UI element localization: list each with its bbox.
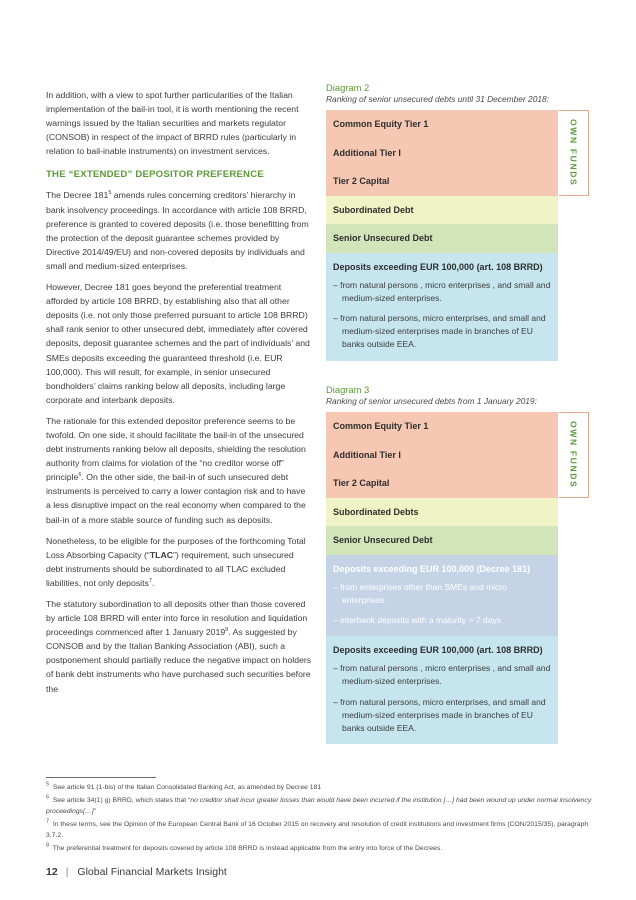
rank-additional-tier-1: Additional Tier I <box>326 139 558 168</box>
text-span: The Decree 181 <box>46 190 109 201</box>
rank-deposits-art-108 <box>326 636 558 744</box>
rank-subordinated-debts: Subordinated Debts <box>326 498 558 527</box>
paragraph-however: However, Decree 181 goes beyond the preferential treatment afforded by article 108 BRRD, by establishing also that all other deposits (i.e. not only those preferred pursuant to article 108 BRRD) shall rank senior to other unsecured debt, immediately after covered deposits, deposit guarantee schemes and the part of individuals’ and SMEs deposits exceeding the guaranteed threshold (i.e. EUR 100,000). This will result, for example, in senior unsecured bondholders’ claims ranking below all deposits, including large corporate and interbank deposits. <box>46 282 310 405</box>
footnote-8 <box>46 844 592 854</box>
tlac-term: TLAC <box>149 549 173 560</box>
paragraph-rationale <box>46 414 312 527</box>
text-span: . On the other side, the bail-in of such unsecured debt instruments is perceived to carry a lower contagion risk and to have a less disruptive impact on the real economy when compared to the bail-in of a more stable source of funding such as deposits. <box>46 472 306 525</box>
rank-common-equity-tier-1: Common Equity Tier 1 <box>326 110 558 139</box>
rank-senior-unsecured-debt: Senior Unsecured Debt <box>326 526 558 555</box>
footnote-number: 6 <box>46 795 50 802</box>
text-span: ”) requirement, such unsecured debt instruments should be subordinated to all TLAC excluded liabilities, not only deposits <box>46 549 294 588</box>
deposits-block-title: Deposits exceeding EUR 100,000 (art. 108 BRRD) <box>333 261 543 272</box>
footnote-text: The preferential treatment for deposits covered by article 108 BRRD is instead applicable from the entry into force of the Decrees. <box>52 845 443 853</box>
footnote-quote: no creditor shall incur greater losses than would have been incurred if the institution […] had been wound up under normal insolvency proceedings[…] <box>46 797 592 815</box>
text-span: amends rules concerning creditors’ hierarchy in bank insolvency proceedings. In accordance with article 108 BRRD, preference is granted to covered deposits (i.e. those benefitting from the protection of the deposit guarantee schemes provided by Directive 2014/49/EU) and non-covered deposits by individuals and small and medium-sized enterprises. <box>46 190 309 271</box>
own-funds-bracket <box>559 110 589 196</box>
footnote-text: See article 91 (1-bis) of the Italian Consolidated Banking Act, as amended by Decree 181 <box>52 784 322 791</box>
footnote-divider <box>46 777 156 778</box>
rank-tier-2-capital: Tier 2 Capital <box>326 469 558 498</box>
diagram-2-ranking <box>326 110 579 361</box>
deposits-block-title: Deposits exceeding EUR 100,000 (art. 108 BRRD) <box>333 645 543 656</box>
text-span: . As suggested by CONSOB and by the Italian Banking Association (ABI), such a postponement should partially reduce the negative impact on holders of bank debt instruments who have purchased such securities before the <box>46 627 312 694</box>
footnote-6 <box>46 796 592 817</box>
deposits-item: – from natural persons , micro enterprises , and small and medium-sized enterprises. <box>333 279 551 303</box>
footnote-text: In these terms, see the Opinion of the European Central Bank of 16 October 2015 on recovery and resolution of credit institutions and investment firms (CON/2015/35), paragraph 3.7.2. <box>46 821 589 839</box>
deposits-decree-item: – interbank deposits with a maturity > 7 days <box>333 614 501 625</box>
footnote-text: See article 34(1) g) BRRD, which states that “ <box>52 797 191 805</box>
footnote-number: 7 <box>46 818 50 825</box>
diagram-3-caption: Ranking of senior unsecured debts from 1 January 2019: <box>326 396 537 406</box>
footnote-5 <box>46 783 592 793</box>
paragraph-subordination <box>46 597 312 696</box>
paragraph-intro: In addition, with a view to spot further particularities of the Italian implementation of the bail-in tool, it is worth mentioning the recent warnings issued by the Italian securities and markets regulator (CONSOB) in respect of the impact of BRRD rules (particularly in relation to bail-inable instruments) on investment services. <box>46 90 299 157</box>
rank-additional-tier-1: Additional Tier I <box>326 441 558 470</box>
body-text-column <box>46 88 312 703</box>
footnote-text: ” <box>93 807 96 815</box>
text-span: . <box>151 577 155 588</box>
diagram-3-ranking <box>326 412 579 744</box>
text-span: Nonetheless, to be eligible for the purposes of the forthcoming Total Loss Absorbing Capacity (“ <box>46 535 306 560</box>
rank-deposits-decree-181 <box>326 555 558 637</box>
footnote-7 <box>46 820 592 841</box>
paragraph-decree-181 <box>46 188 312 273</box>
deposits-item: – from natural persons , micro enterprises , and small and medium-sized enterprises. <box>333 663 551 687</box>
footnote-ref-6[interactable]: 6 <box>78 472 82 479</box>
deposits-decree-item: – from enterprises other than SMEs and micro enterprises. <box>333 581 507 605</box>
rank-tier-2-capital: Tier 2 Capital <box>326 167 558 196</box>
publication-name: Global Financial Markets Insight <box>77 866 227 878</box>
footnote-number: 5 <box>46 781 50 788</box>
footnotes <box>46 783 592 857</box>
section-heading: THE “EXTENDED” DEPOSITOR PREFERENCE <box>46 169 264 181</box>
text-span: The statutory subordination to all deposits other than those covered by article 108 BRRD will enter into force in resolution and liquidation proceedings commenced after 1 January 2019 <box>46 599 308 638</box>
footnote-ref-7[interactable]: 7 <box>148 578 152 585</box>
own-funds-label: OWN FUNDS <box>568 421 579 489</box>
paragraph-tlac <box>46 534 312 590</box>
own-funds-label: OWN FUNDS <box>568 119 579 187</box>
diagram-2-caption: Ranking of senior unsecured debts until 31 December 2018: <box>326 94 550 104</box>
deposits-item: – from natural persons, micro enterprises, and small and medium-sized enterprises made in branches of EU banks outside EEA. <box>333 312 546 350</box>
rank-senior-unsecured-debt: Senior Unsecured Debt <box>326 224 558 253</box>
footer-separator: | <box>65 866 69 878</box>
own-funds-bracket <box>559 412 589 498</box>
diagram-3 <box>326 384 590 744</box>
deposits-decree-block-title: Deposits exceeding EUR 100,000 (Decree 181) <box>333 563 531 574</box>
page-number: 12 <box>46 866 58 878</box>
rank-deposits-art-108 <box>326 253 558 361</box>
diagram-2-title: Diagram 2 <box>326 82 370 93</box>
text-span: The rationale for this extended depositor preference seems to be twofold. On one side, it should facilitate the bail-in of the unsecured debt instruments ranking below all deposits, shielding the resolution authority from claims for violation of the “no creditor worse off” principle <box>46 415 306 483</box>
diagram-2 <box>326 82 590 361</box>
rank-common-equity-tier-1: Common Equity Tier 1 <box>326 412 558 441</box>
footnote-ref-8[interactable]: 8 <box>225 627 229 634</box>
deposits-item: – from natural persons, micro enterprises, and small and medium-sized enterprises made in branches of EU banks outside EEA. <box>333 696 546 733</box>
rank-subordinated-debt: Subordinated Debt <box>326 196 558 225</box>
diagram-3-title: Diagram 3 <box>326 384 370 395</box>
footnote-number: 8 <box>46 842 50 849</box>
footnote-ref-5[interactable]: 5 <box>108 190 112 197</box>
page-footer <box>46 866 227 878</box>
